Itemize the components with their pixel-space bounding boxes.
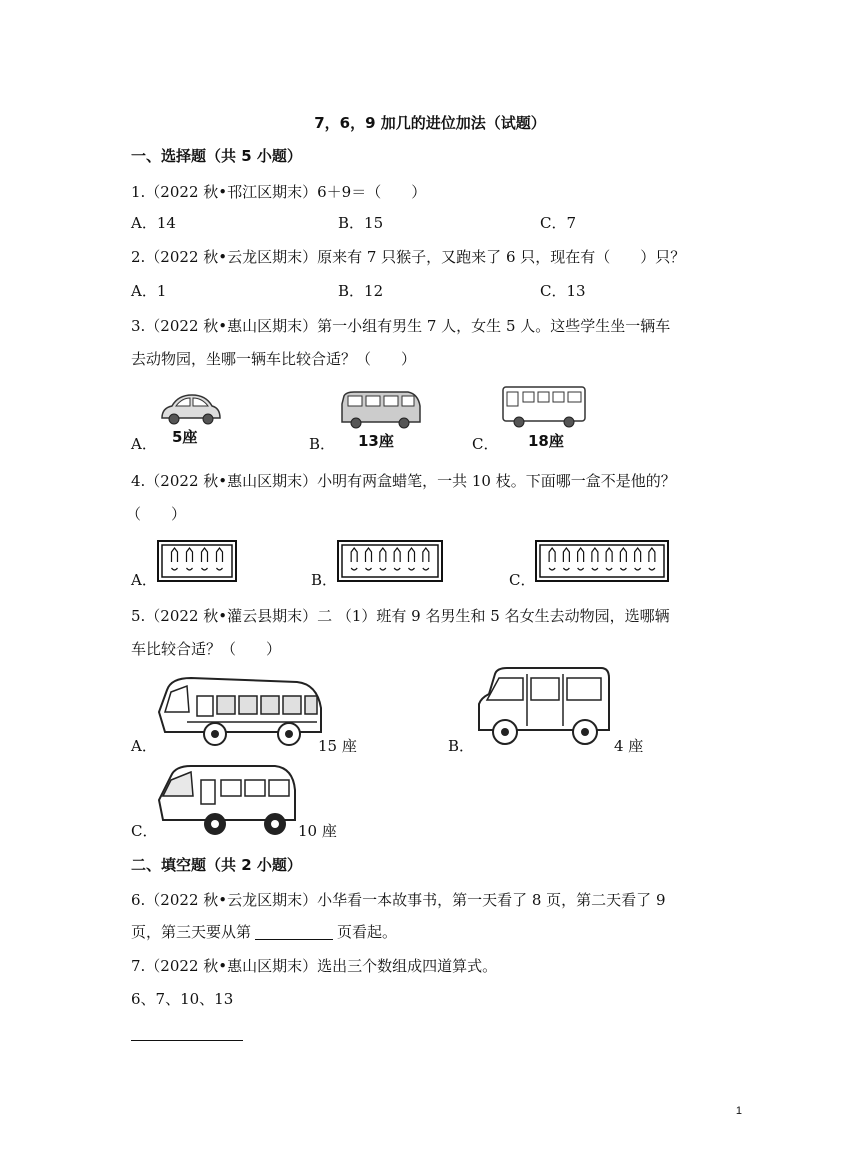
small-car-icon <box>158 392 222 428</box>
question-1-stem: 1.（2022 秋•邗江区期末）6＋9＝（ ） <box>131 183 427 201</box>
question-3-seat-b: 13座 <box>358 432 394 450</box>
question-7-stem: 7.（2022 秋•惠山区期末）选出三个数组成四道算式。 <box>131 957 498 975</box>
crayon-box-c <box>535 540 669 582</box>
section-heading-choice: 一、选择题（共 5 小题） <box>131 147 302 165</box>
answer-line[interactable] <box>131 1040 243 1041</box>
page-title: 7，6，9 加几的进位加法（试题） <box>314 114 546 132</box>
question-2-option-b[interactable]: B．12 <box>338 282 384 300</box>
question-3-option-b[interactable]: B． <box>309 435 336 453</box>
question-3-option-c[interactable]: C． <box>472 435 499 453</box>
question-6-stem-line1: 6.（2022 秋•云龙区期末）小华看一本故事书，第一天看了 8 页，第二天看了 9 <box>131 891 666 909</box>
question-2-option-a[interactable]: A．1 <box>131 282 167 300</box>
minibus-icon <box>157 762 299 838</box>
crayon-box-b <box>337 540 443 582</box>
crayon-box-a <box>157 540 237 582</box>
question-6-text-after: 页看起。 <box>337 923 398 941</box>
large-bus-icon <box>157 672 323 750</box>
question-2-stem: 2.（2022 秋•云龙区期末）原来有 7 只猴子，又跑来了 6 只，现在有（ ）只？ <box>131 248 686 266</box>
question-5-seat-c: 10 座 <box>298 822 337 840</box>
page-number: 1 <box>735 1105 742 1117</box>
question-4-stem-line2: （ ） <box>126 505 187 523</box>
question-3-seat-a: 5座 <box>172 428 198 446</box>
question-7-numbers: 6、7、10、13 <box>131 990 234 1008</box>
question-6-text-before: 页，第三天要从第 <box>131 923 252 941</box>
question-4-option-a[interactable]: A． <box>131 571 157 589</box>
van-icon <box>338 390 422 430</box>
bus-icon <box>501 385 587 429</box>
question-5-stem-line2: 车比较合适？（ ） <box>131 640 282 658</box>
question-1-option-c[interactable]: C．7 <box>540 214 577 232</box>
question-4-option-c[interactable]: C． <box>509 571 536 589</box>
question-2-option-c[interactable]: C．13 <box>540 282 586 300</box>
question-6-stem-line2 <box>131 922 397 942</box>
question-5-stem-line1: 5.（2022 秋•灌云县期末）二 （1）班有 9 名男生和 5 名女生去动物园，选哪辆 <box>131 607 670 625</box>
question-4-stem-line1: 4.（2022 秋•惠山区期末）小明有两盒蜡笔，一共 10 枝。下面哪一盒不是他的？ <box>131 472 676 490</box>
question-1-option-a[interactable]: A．14 <box>131 214 176 232</box>
question-1-option-b[interactable]: B．15 <box>338 214 384 232</box>
question-3-stem-line2: 去动物园，坐哪一辆车比较合适？（ ） <box>131 350 417 368</box>
question-6-answer-blank[interactable] <box>255 923 333 940</box>
question-5-option-c[interactable]: C． <box>131 822 158 840</box>
question-3-stem-line1: 3.（2022 秋•惠山区期末）第一小组有男生 7 人，女生 5 人。这些学生坐一辆车 <box>131 317 671 335</box>
question-3-option-a[interactable]: A． <box>131 435 157 453</box>
question-5-option-a[interactable]: A． <box>131 737 157 755</box>
question-3-seat-c: 18座 <box>528 432 564 450</box>
section-heading-fill: 二、填空题（共 2 小题） <box>131 856 302 874</box>
question-5-seat-b: 4 座 <box>614 737 644 755</box>
question-5-seat-a: 15 座 <box>318 737 357 755</box>
question-5-option-b[interactable]: B． <box>448 737 475 755</box>
question-4-option-b[interactable]: B． <box>311 571 338 589</box>
minivan-icon <box>475 664 615 750</box>
